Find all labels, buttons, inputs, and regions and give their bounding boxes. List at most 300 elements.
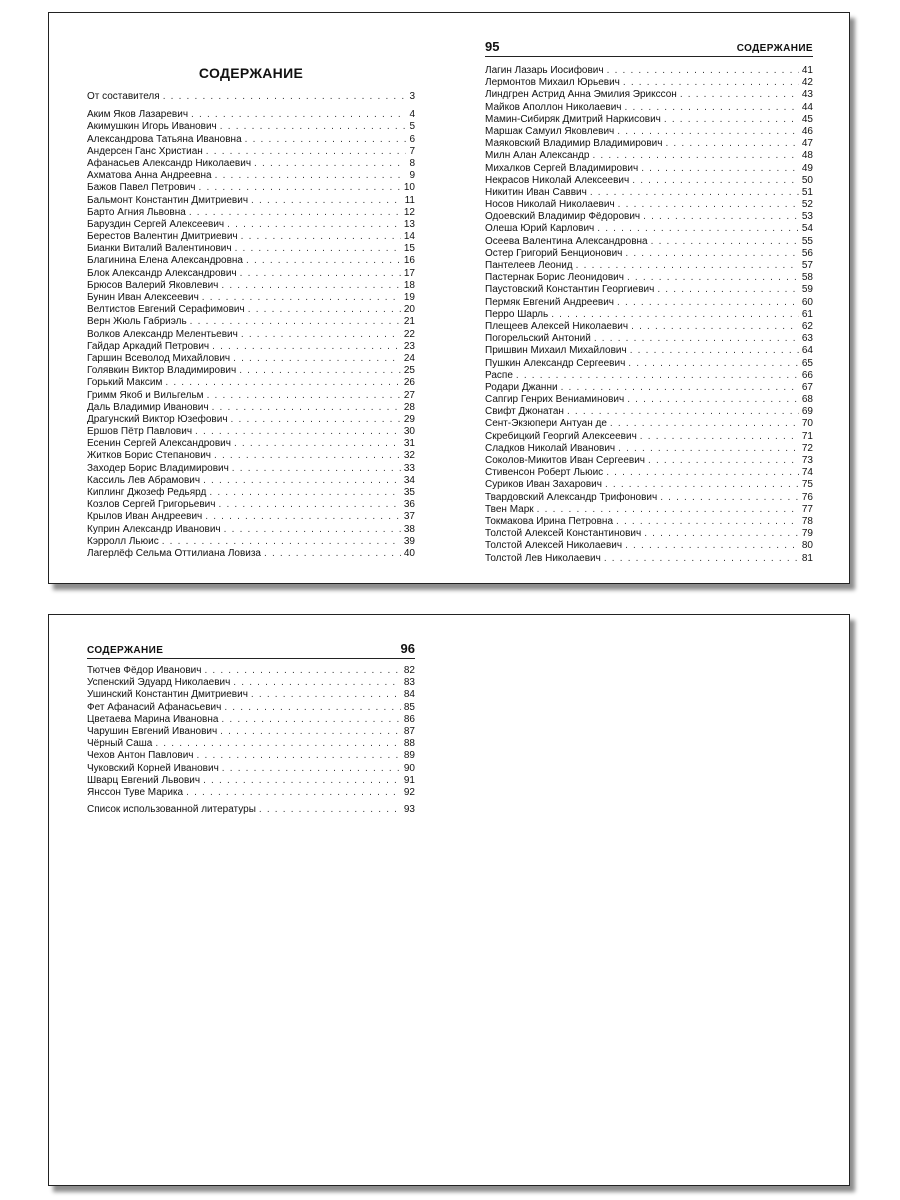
toc-entry-page: 93: [403, 804, 415, 816]
toc-entry-page: 91: [403, 774, 415, 786]
toc-entry-page: 3: [409, 91, 415, 102]
toc-entry-page: 43: [801, 89, 813, 101]
toc-entry: [87, 316, 415, 328]
toc-entry: [87, 750, 415, 762]
toc-entry-title: Твардовский Александр Трифонович: [485, 491, 658, 503]
toc-entry: [87, 268, 415, 280]
toc-entry-page: 7: [409, 145, 415, 157]
toc-entry-title: Соколов-Микитов Иван Сергеевич: [485, 455, 646, 466]
toc-entry-title: Шварц Евгений Львович: [87, 774, 201, 786]
toc-entry-page: 19: [403, 292, 415, 303]
toc-entry: [87, 219, 415, 231]
toc-entry: [87, 158, 415, 170]
toc-entry-title: Осеева Валентина Александровна: [485, 235, 648, 247]
toc-entry: [87, 487, 415, 499]
dot-leader: [233, 677, 401, 689]
dot-leader: [641, 163, 799, 175]
toc-entry-title: Родари Джанни: [485, 381, 558, 393]
dot-leader: [630, 345, 799, 357]
toc-entry-title: Одоевский Владимир Фёдорович: [485, 211, 641, 223]
toc-entry: [87, 438, 415, 450]
toc-entry-page: 45: [801, 113, 813, 125]
dot-leader: [245, 134, 407, 146]
page-number: 95: [485, 39, 500, 54]
toc-entry-page: 29: [403, 413, 415, 425]
toc-entry-title: Кэрролл Льюис: [87, 535, 159, 547]
toc-entry-title: Гайдар Аркадий Петрович: [87, 340, 210, 352]
toc-entry: [87, 353, 415, 365]
toc-entry-title: Бунин Иван Алексеевич: [87, 292, 199, 303]
toc-entry: [87, 365, 415, 377]
toc-entry-page: 54: [801, 223, 813, 235]
toc-entry: [87, 524, 415, 536]
toc-entry: [485, 126, 813, 138]
toc-entry-title: Гримм Якоб и Вильгельм: [87, 389, 204, 401]
toc-entry-page: 9: [409, 170, 415, 182]
running-head-96: [87, 641, 415, 659]
dot-leader: [204, 665, 400, 677]
dot-leader: [680, 89, 799, 101]
toc-entry-page: 66: [801, 369, 813, 381]
toc-entry-title: Житков Борис Степанович: [87, 450, 212, 462]
toc-entry: [87, 763, 415, 775]
toc-entry-title: Есенин Сергей Александрович: [87, 438, 231, 450]
toc-entry-title: Ершов Пётр Павлович: [87, 426, 193, 438]
dot-leader: [664, 114, 799, 126]
dot-leader: [199, 182, 401, 194]
toc-entry-page: 69: [801, 406, 813, 418]
dot-leader: [592, 150, 798, 162]
dot-leader: [576, 260, 799, 272]
toc-entry-page: 84: [403, 689, 415, 701]
toc-entry-title: Твен Марк: [485, 503, 534, 515]
toc-entry-page: 51: [801, 186, 813, 198]
toc-entry-title: Волков Александр Мелентьевич: [87, 328, 238, 340]
toc-entry-title: Толстой Алексей Николаевич: [485, 540, 623, 552]
toc-entry: [87, 775, 415, 787]
dot-leader: [215, 170, 407, 182]
toc-entry-title: Распе: [485, 369, 513, 381]
toc-entry: [87, 511, 415, 523]
running-title: СОДЕРЖАНИЕ: [736, 43, 813, 54]
dot-leader: [195, 426, 401, 438]
toc-entry-page: 68: [801, 394, 813, 406]
toc-entry-title: Свифт Джонатан: [485, 406, 564, 418]
toc-entry-page: 78: [801, 515, 813, 527]
toc-entry-page: 13: [403, 218, 415, 230]
toc-entry-page: 89: [403, 750, 415, 762]
dot-leader: [551, 309, 799, 321]
toc-entry: [485, 272, 813, 284]
toc-entry-page: 59: [801, 284, 813, 296]
dot-leader: [617, 126, 799, 138]
dot-leader: [218, 499, 400, 511]
toc-entry-title: Баруздин Сергей Алексеевич: [87, 218, 225, 230]
toc-entry: [87, 804, 415, 816]
toc-entry-page: 16: [403, 255, 415, 267]
toc-entry: [485, 418, 813, 430]
toc-entry: [485, 199, 813, 211]
dot-leader: [618, 443, 799, 455]
toc-entry: [87, 304, 415, 316]
toc-entry: [485, 297, 813, 309]
dot-leader: [231, 414, 401, 426]
dot-leader: [606, 467, 799, 479]
dot-leader: [241, 231, 401, 243]
toc-entry: [87, 292, 415, 304]
toc-entry-title: От составителя: [87, 91, 160, 102]
toc-entry: [485, 223, 813, 235]
toc-entry-title: Толстой Алексей Константинович: [485, 528, 642, 540]
dot-leader: [537, 504, 799, 516]
toc-entry: [485, 443, 813, 455]
toc-entry: [485, 553, 813, 565]
dot-leader: [605, 479, 799, 491]
toc-entry: [87, 536, 415, 548]
dot-leader: [206, 146, 407, 158]
toc-entry-page: 18: [403, 279, 415, 291]
toc-entry-page: 53: [801, 211, 813, 223]
dot-leader: [227, 219, 401, 231]
toc-entry-page: 88: [403, 738, 415, 750]
toc-entry: [485, 175, 813, 187]
toc-entry: [485, 382, 813, 394]
dot-leader: [221, 280, 400, 292]
dot-leader: [224, 524, 401, 536]
toc-entry-title: Александрова Татьяна Ивановна: [87, 133, 242, 145]
toc-entry: [87, 677, 415, 689]
toc-entry: [87, 182, 415, 194]
toc-entry-title: Сладков Николай Иванович: [485, 442, 616, 454]
toc-entry-page: 50: [801, 174, 813, 186]
toc-entry: [87, 426, 415, 438]
toc-entry: [87, 170, 415, 182]
dot-leader: [660, 492, 799, 504]
toc-entry: [87, 738, 415, 750]
toc-entry-title: Крылов Иван Андреевич: [87, 511, 203, 523]
toc-entry-title: Велтистов Евгений Серафимович: [87, 304, 245, 316]
dot-leader: [212, 402, 401, 414]
toc-entry-page: 5: [409, 121, 415, 133]
toc-entry: [87, 450, 415, 462]
toc-entry-title: Тютчев Фёдор Иванович: [87, 665, 202, 676]
dot-leader: [235, 243, 401, 255]
dot-leader: [155, 738, 401, 750]
dot-leader: [618, 199, 799, 211]
toc-entry-page: 44: [801, 101, 813, 113]
toc-entry-title: Толстой Лев Николаевич: [485, 552, 601, 564]
toc-entry: [485, 479, 813, 491]
toc-entry-title: Скребицкий Георгий Алексеевич: [485, 430, 637, 442]
toc-entry-title: Кассиль Лев Абрамович: [87, 474, 201, 486]
toc-entry: [485, 492, 813, 504]
toc-entry-page: 63: [801, 333, 813, 345]
toc-entry-page: 35: [403, 487, 415, 498]
toc-entry-page: 22: [403, 328, 415, 340]
toc-entry-title: Заходер Борис Владимирович: [87, 462, 229, 474]
toc-entry-title: Акимушкин Игорь Иванович: [87, 121, 217, 133]
toc-entry-title: Пантелеев Леонид: [485, 260, 573, 271]
toc-entry: [485, 540, 813, 552]
running-head-95: [485, 39, 813, 57]
toc-entry-title: Фет Афанасий Афанасьевич: [87, 701, 222, 713]
toc-entry-title: Афанасьев Александр Николаевич: [87, 157, 252, 169]
toc-entry: [87, 548, 415, 560]
toc-entry: [87, 475, 415, 487]
toc-entry-page: 81: [801, 552, 813, 564]
dot-leader: [248, 304, 401, 316]
toc-entry-page: 42: [801, 77, 813, 89]
toc-entry-title: Лермонтов Михаил Юрьевич: [485, 77, 620, 89]
toc-entry: [485, 321, 813, 333]
toc-entry: [87, 414, 415, 426]
toc-entry: [485, 163, 813, 175]
dot-leader: [594, 333, 799, 345]
toc-entry-title: Носов Николай Николаевич: [485, 199, 615, 211]
dot-leader: [259, 804, 401, 816]
toc-entry-title: Лагин Лазарь Иосифович: [485, 65, 604, 76]
dot-leader: [567, 406, 799, 418]
toc-entry-page: 67: [801, 381, 813, 393]
toc-entry: [485, 516, 813, 528]
toc-entry-page: 79: [801, 528, 813, 540]
toc-entry-title: Милн Алан Александр: [485, 150, 590, 162]
dot-leader: [640, 431, 799, 443]
dot-leader: [597, 223, 799, 235]
dot-leader: [610, 418, 799, 430]
toc-entry-page: 58: [801, 272, 813, 284]
toc-entry-title: Олеша Юрий Карлович: [485, 223, 595, 235]
dot-leader: [186, 787, 401, 799]
dot-leader: [254, 158, 406, 170]
toc-entry-title: Успенский Эдуард Николаевич: [87, 677, 231, 689]
toc-entry-page: 46: [801, 125, 813, 137]
toc-entry: [485, 345, 813, 357]
dot-leader: [214, 450, 401, 462]
dot-leader: [202, 292, 401, 304]
toc-entry: [485, 89, 813, 101]
toc-entry-title: Михалков Сергей Владимирович: [485, 162, 639, 174]
toc-entry: [87, 702, 415, 714]
toc-entry-title: Блок Александр Александрович: [87, 267, 237, 279]
toc-entry-title: Бажов Павел Петрович: [87, 182, 196, 194]
dot-leader: [190, 316, 401, 328]
toc-entry-title: Чехов Антон Павлович: [87, 750, 194, 762]
dot-leader: [625, 248, 799, 260]
toc-entry-title: Паустовский Константин Георгиевич: [485, 284, 655, 296]
toc-entry: [485, 65, 813, 77]
dot-leader: [643, 211, 799, 223]
toc-entry-page: 55: [801, 235, 813, 247]
toc-entry: [87, 195, 415, 207]
toc-entry: [87, 377, 415, 389]
toc-entry-title: Цветаева Марина Ивановна: [87, 713, 219, 725]
toc-entry: [485, 431, 813, 443]
toc-entry-title: Куприн Александр Иванович: [87, 523, 221, 535]
toc-entry-title: Сапгир Генрих Вениаминович: [485, 394, 625, 406]
toc-entry-page: 82: [403, 665, 415, 676]
toc-entry: [87, 280, 415, 292]
toc-entry-page: 60: [801, 296, 813, 308]
dot-leader: [251, 195, 402, 207]
running-title: СОДЕРЖАНИЕ: [87, 645, 164, 656]
dot-leader: [224, 702, 401, 714]
dot-leader: [246, 255, 401, 267]
toc-entry-page: 41: [801, 65, 813, 76]
dot-leader: [625, 540, 799, 552]
dot-leader: [648, 455, 799, 467]
dot-leader: [264, 548, 401, 560]
dot-leader: [623, 77, 799, 89]
toc-entry: [87, 109, 415, 121]
toc-entry-page: 11: [404, 194, 415, 206]
toc-entry-page: 76: [801, 491, 813, 503]
dot-leader: [232, 463, 401, 475]
toc-entry: [485, 504, 813, 516]
dot-leader: [627, 272, 799, 284]
toc-entry: [87, 390, 415, 402]
toc-entry-page: 32: [403, 450, 415, 462]
toc-entry-title: Благинина Елена Александровна: [87, 255, 243, 267]
toc-entry-page: 39: [403, 535, 415, 547]
toc-entry-page: 8: [409, 157, 415, 169]
toc-entry-page: 21: [403, 316, 415, 328]
dot-leader: [234, 438, 401, 450]
toc-entry-title: Киплинг Джозеф Редьярд: [87, 487, 207, 498]
toc-entry-page: 10: [403, 182, 415, 194]
toc-entry-page: 71: [801, 430, 813, 442]
toc-entry-page: 34: [403, 474, 415, 486]
toc-entry-page: 4: [409, 109, 415, 121]
toc-title: СОДЕРЖАНИЕ: [198, 65, 304, 81]
toc-entry: [87, 402, 415, 414]
dot-leader: [616, 516, 799, 528]
dot-leader: [233, 353, 401, 365]
toc-entry-page: 52: [801, 199, 813, 211]
toc-entry: [87, 146, 415, 158]
dot-leader: [632, 175, 799, 187]
toc-entry-page: 25: [403, 365, 415, 377]
toc-column-left: [87, 91, 415, 560]
toc-entry-title: Никитин Иван Саввич: [485, 186, 587, 198]
toc-entry: [485, 358, 813, 370]
toc-entry-title: Мамин-Сибиряк Дмитрий Наркисович: [485, 113, 661, 125]
toc-entry-title: Аким Яков Лазаревич: [87, 109, 189, 121]
toc-entry-page: 49: [801, 162, 813, 174]
toc-entry-page: 17: [403, 267, 415, 279]
toc-entry: [87, 714, 415, 726]
dot-leader: [631, 321, 799, 333]
toc-entry-title: Берестов Валентин Дмитриевич: [87, 231, 238, 243]
dot-leader: [197, 750, 401, 762]
toc-entry-page: 6: [409, 133, 415, 145]
dot-leader: [644, 528, 799, 540]
dot-leader: [665, 138, 798, 150]
dot-leader: [607, 65, 799, 77]
toc-entry-title: Андерсен Ганс Христиан: [87, 145, 203, 157]
toc-entry-page: 24: [403, 352, 415, 364]
toc-entry-title: Пермяк Евгений Андреевич: [485, 296, 615, 308]
dot-leader: [590, 187, 799, 199]
dot-leader: [165, 377, 401, 389]
toc-entry: [87, 91, 415, 103]
toc-entry: [485, 114, 813, 126]
toc-entry-title: Голявкин Виктор Владимирович: [87, 365, 237, 377]
toc-entry-page: 12: [403, 206, 415, 218]
toc-entry: [485, 370, 813, 382]
toc-entry-title: Чуковский Корней Иванович: [87, 762, 219, 774]
toc-column-right: [485, 65, 813, 565]
toc-entry-title: Маяковский Владимир Владимирович: [485, 138, 663, 150]
dot-leader: [221, 714, 400, 726]
dot-leader: [239, 365, 401, 377]
toc-entry: [87, 231, 415, 243]
toc-entry-page: 86: [403, 713, 415, 725]
toc-entry: [87, 665, 415, 677]
toc-entry-title: Драгунский Виктор Юзефович: [87, 413, 228, 425]
dot-leader: [209, 487, 401, 499]
toc-entry-title: Ахматова Анна Андреевна: [87, 170, 212, 182]
toc-entry-page: 72: [801, 442, 813, 454]
toc-entry-title: Ушинский Константин Дмитриевич: [87, 689, 248, 701]
dot-leader: [240, 268, 401, 280]
toc-entry: [87, 341, 415, 353]
dot-leader: [189, 207, 401, 219]
toc-entry-title: Линдгрен Астрид Анна Эмилия Эрикссон: [485, 89, 677, 101]
dot-leader: [207, 390, 401, 402]
dot-leader: [203, 775, 401, 787]
toc-entry: [485, 467, 813, 479]
dot-leader: [241, 329, 401, 341]
toc-entry-page: 73: [801, 455, 813, 466]
toc-entry-page: 61: [801, 308, 813, 320]
toc-entry: [485, 236, 813, 248]
toc-entry-title: Чёрный Саша: [87, 738, 153, 750]
toc-entry-page: 31: [403, 438, 415, 450]
toc-entry-title: Некрасов Николай Алексеевич: [485, 174, 630, 186]
toc-entry-page: 74: [801, 467, 813, 479]
toc-entry-page: 92: [403, 786, 415, 798]
toc-entry-title: Бианки Виталий Валентинович: [87, 243, 232, 255]
toc-entry-page: 15: [403, 243, 415, 255]
toc-entry-title: Сент-Экзюпери Антуан де: [485, 418, 607, 430]
toc-entry: [485, 102, 813, 114]
toc-entry: [87, 243, 415, 255]
toc-entry-title: Пушкин Александр Сергеевич: [485, 357, 626, 369]
toc-entry-title: Брюсов Валерий Яковлевич: [87, 279, 219, 291]
toc-entry-title: Козлов Сергей Григорьевич: [87, 499, 216, 511]
toc-column-96: [87, 665, 415, 816]
toc-entry-title: Барто Агния Львовна: [87, 206, 186, 218]
dot-leader: [627, 394, 799, 406]
toc-entry: [485, 260, 813, 272]
dot-leader: [191, 109, 406, 121]
toc-entry: [485, 528, 813, 540]
toc-entry-title: Перро Шарль: [485, 308, 549, 320]
toc-entry-page: 56: [801, 247, 813, 259]
toc-entry: [87, 726, 415, 738]
toc-entry: [485, 138, 813, 150]
toc-entry: [87, 134, 415, 146]
toc-entry-page: 65: [801, 357, 813, 369]
dot-leader: [625, 102, 799, 114]
toc-entry-page: 20: [403, 304, 415, 316]
toc-entry-title: Пастернак Борис Леонидович: [485, 272, 624, 284]
toc-entry: [485, 309, 813, 321]
book-spread-bottom: [48, 614, 850, 1186]
dot-leader: [203, 475, 401, 487]
toc-entry-page: 57: [801, 260, 813, 271]
